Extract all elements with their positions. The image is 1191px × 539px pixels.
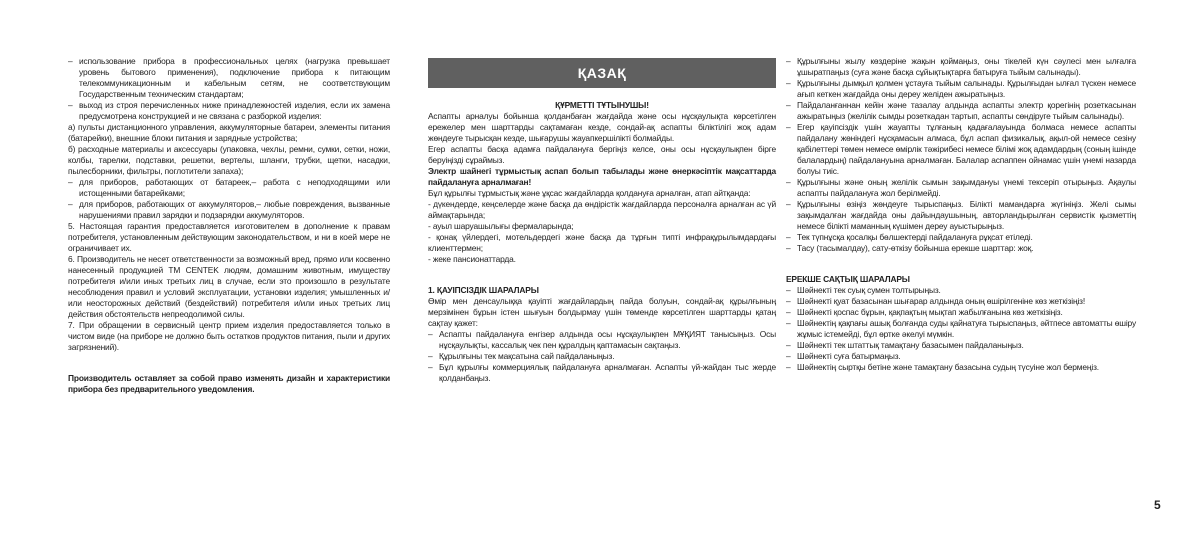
warranty-clause-6: 6. Производитель не несет ответственности за возможный вред, прямо или косвенно нанесенный продукцией ТМ CENTEK людям, домашним животным, имуществу потребителя и/или иных третьих лиц в случае, если это произошло в результате несоблюдения правил и условий эксплуатации, установки изделия; умышленных и/или неосторожных действий (бездействий) потребителя и/или иных третьих лиц действия обстоятельств непреодолимой силы. [68,254,390,319]
kz-safety-item: – Құрылғыны дымқыл қолмен ұстауға тыйым салынады. Құрылғыдан ылғал түскен немесе ағып кеткен жағдайда оны дереу желіден ажыратыңыз. [786,78,1136,100]
kz-household-notice: Электр шайнегі тұрмыстық аспап болып табылады және өнеркәсіптік мақсаттарда пайдалануға арналмаған! [428,166,776,187]
kz-use-shops: - дүкендерде, кеңселерде және басқа да өндірістік жағдайларда персоналға арналған ас үй аймақтарында; [428,199,776,220]
kz-safety-intro: Өмір мен денсаулыққа қауіпті жағдайлардың пайда болуын, сондай-ақ құрылғының мерзімінен бұрын істен шығуын болдырмау үшін төменде көрсетілген шарттарды қатаң сақтау қажет: [428,296,776,328]
language-banner: ҚАЗАҚ [428,58,776,88]
warranty-item-b: б) расходные материалы и аксессуары (упаковка, чехлы, ремни, сумки, сетки, ножи, колбы, тарелки, подставки, решетки, вертелы, шланги, трубки, щетки, насадки, пылесборники, фильтры, поглотители запаха); [68,144,390,176]
section-heading-special-precautions: ЕРЕКШЕ САҚТЫҚ ШАРАЛАРЫ [786,274,910,284]
section-heading-safety: 1. ҚАУІПСІЗДІК ШАРАЛАРЫ [428,285,539,295]
kz-safety-item: – Құрылғыны өзіңіз жөндеуге тырыспаңыз. Білікті мамандарға жүгініңіз. Желі сымы зақымдалған жағдайда оны дайындаушының, авторландырылған сервистік қызметтің немесе білікті маманның күшімен дереу ауыстырыңыз. [786,199,1136,232]
kz-safety-item: – Тасу (тасымалдау), сату-өткізу бойынша ерекше шарттар: жоқ. [786,243,1136,254]
kz-safety-item: – Бұл құрылғы коммерциялық пайдалануға арналмаған. Аспапты үй-жайдан тыс жерде қолданбаңыз. [428,362,776,384]
kz-use-hotels: - қонақ үйлердегі, мотельдердегі және басқа да тұрғын типті инфрақұрылымдардағы клиенттермен; [428,232,776,253]
kz-safety-item: – Егер қауіпсіздік үшін жауапты тұлғаның қадағалауында болмаса немесе аспапты пайдалану жөніндегі нұсқамасын алмаса, бұл аспап физикалық, ақыл-ой немесе сезіну қабілеттері төмен немесе өмірлік тәжірибесі немесе білімі жоқ адамдардың (соның ішінде балалардың) пайдалануына арналмаған. Балалар аспаппен ойнамас үшін үнемі назарда болуы тиіс. [786,122,1136,177]
warranty-exclusion-accumulators: – для приборов, работающих от аккумуляторов,– любые повреждения, вызванные нарушениями правил зарядки и подзарядки аккумуляторов. [68,199,390,221]
warranty-clause-5: 5. Настоящая гарантия предоставляется изготовителем в дополнение к правам потребителя, установленным действующим законодательством, и ни в коей мере не ограничивает их. [68,221,390,253]
warranty-exclusion-professional-use: – использование прибора в профессиональных целях (нагрузка превышает уровень бытового применения), подключение прибора к питающим телекоммуникационным и кабельным сетям, не соответствующим Государственным техническим стандартам; [68,56,390,100]
warranty-exclusion-accessories: – выход из строя перечисленных ниже принадлежностей изделия, если их замена предусмотрена конструкцией и не связана с разборкой изделия: [68,100,390,122]
kz-use-farms: - ауыл шаруашылығы фермаларында; [428,221,574,231]
kz-precaution-item: – Шәйнекті қоспас бұрын, қақпақтың мықтап жабылғанына көз жеткізіңіз. [786,307,1136,318]
kazakh-safety-column [786,56,1136,373]
kz-safety-item: – Құрылғыны тек мақсатына сай пайдаланыңыз. [428,351,776,362]
kz-handover-paragraph: Егер аспапты басқа адамға пайдалануға бергіңіз келсе, оны осы нұсқаулықпен бірге беруіңізді сұраймыз. [428,144,776,165]
kz-precaution-item: – Шәйнекті қуат базасынан шығарар алдында оның өшірілгеніне көз жеткізіңіз! [786,296,1136,307]
kz-precaution-item: – Шәйнекті тек суық сумен толтырыңыз. [786,285,1136,296]
page-number: 5 [1154,498,1161,512]
kz-safety-item: – Құрылғыны және оның желілік сымын зақымдануы үнемі тексеріп отырыңыз. Ақаулы аспапты пайдалануға жол берілмейді. [786,177,1136,199]
kz-intro-paragraph: Аспапты арналуы бойынша қолданбаған жағдайда және осы нұсқаулықта көрсетілген ережелер мен шарттарды сақтамаған кезде, сондай-ақ аспапты біліктілігі жоқ адам жөндеуге тырысқан кезде, шығарушы жауапкершілікті болмайды. [428,111,776,143]
kz-precaution-item: – Шәйнекті суға батырмаңыз. [786,351,1136,362]
kz-precaution-item: – Шәйнекті тек штаттық тамақтану базасымен пайдаланыңыз. [786,340,1136,351]
warranty-exclusion-batteries: – для приборов, работающих от батареек,– работа с неподходящими или истощенными батарейками; [68,177,390,199]
warranty-item-a: а) пульты дистанционного управления, аккумуляторные батареи, элементы питания (батарейки), внешние блоки питания и зарядные устройства; [68,122,390,143]
kz-safety-item: – Тек түпнұсқа қосалқы бөлшектерді пайдалануға рұқсат етіледі. [786,232,1136,243]
russian-warranty-column [68,56,390,395]
kz-precaution-item: – Шәйнектің сыртқы бетіне және тамақтану базасына судың түсуіне жол бермеңіз. [786,362,1136,373]
warranty-clause-7: 7. При обращении в сервисный центр прием изделия предоставляется только в чистом виде (на приборе не должно быть остатков продуктов питания, пыли и других загрязнений). [68,320,390,352]
kz-safety-item: – Құрылғыны жылу көздеріне жақын қоймаңыз, оны тікелей күн сәулесі мен ылғалға ұшыратпаңыз (суға және басқа сұйықтықтарға батыруға тыйым салынады). [786,56,1136,78]
kz-safety-item: – Пайдаланғаннан кейін және тазалау алдында аспапты электр қорегінің розеткасынан ажыратыңыз (желілік сымды розеткадан тартып, аспапты сөндіруге тыйым салынады). [786,100,1136,122]
kz-safety-item: – Аспапты пайдалануға енгізер алдында осы нұсқаулықпен МҰҚИЯТ танысыңыз. Осы нұсқаулықты, кассалық чек пен құралдың қаптамасын сақтаңыз. [428,329,776,351]
kz-intended-use: Бұл құрылғы тұрмыстық және ұқсас жағдайларда қолдануға арналған, атап айтқанда: [428,188,751,198]
manufacturer-rights-notice: Производитель оставляет за собой право изменять дизайн и характеристики прибора без предварительного уведомления. [68,373,390,394]
kz-precaution-item: – Шәйнектің қақпағы ашық болғанда суды қайнатуға тырыспаңыз, әйтпесе автоматты өшіру жұмыс істемейді, бұл өртке әкелуі мүмкін. [786,318,1136,340]
kz-use-pensions: - жеке пансионаттарда. [428,254,516,264]
kazakh-intro-column [428,56,776,384]
section-heading-dear-customer: ҚҰРМЕТТІ ТҰТЫНУШЫ! [555,100,649,110]
